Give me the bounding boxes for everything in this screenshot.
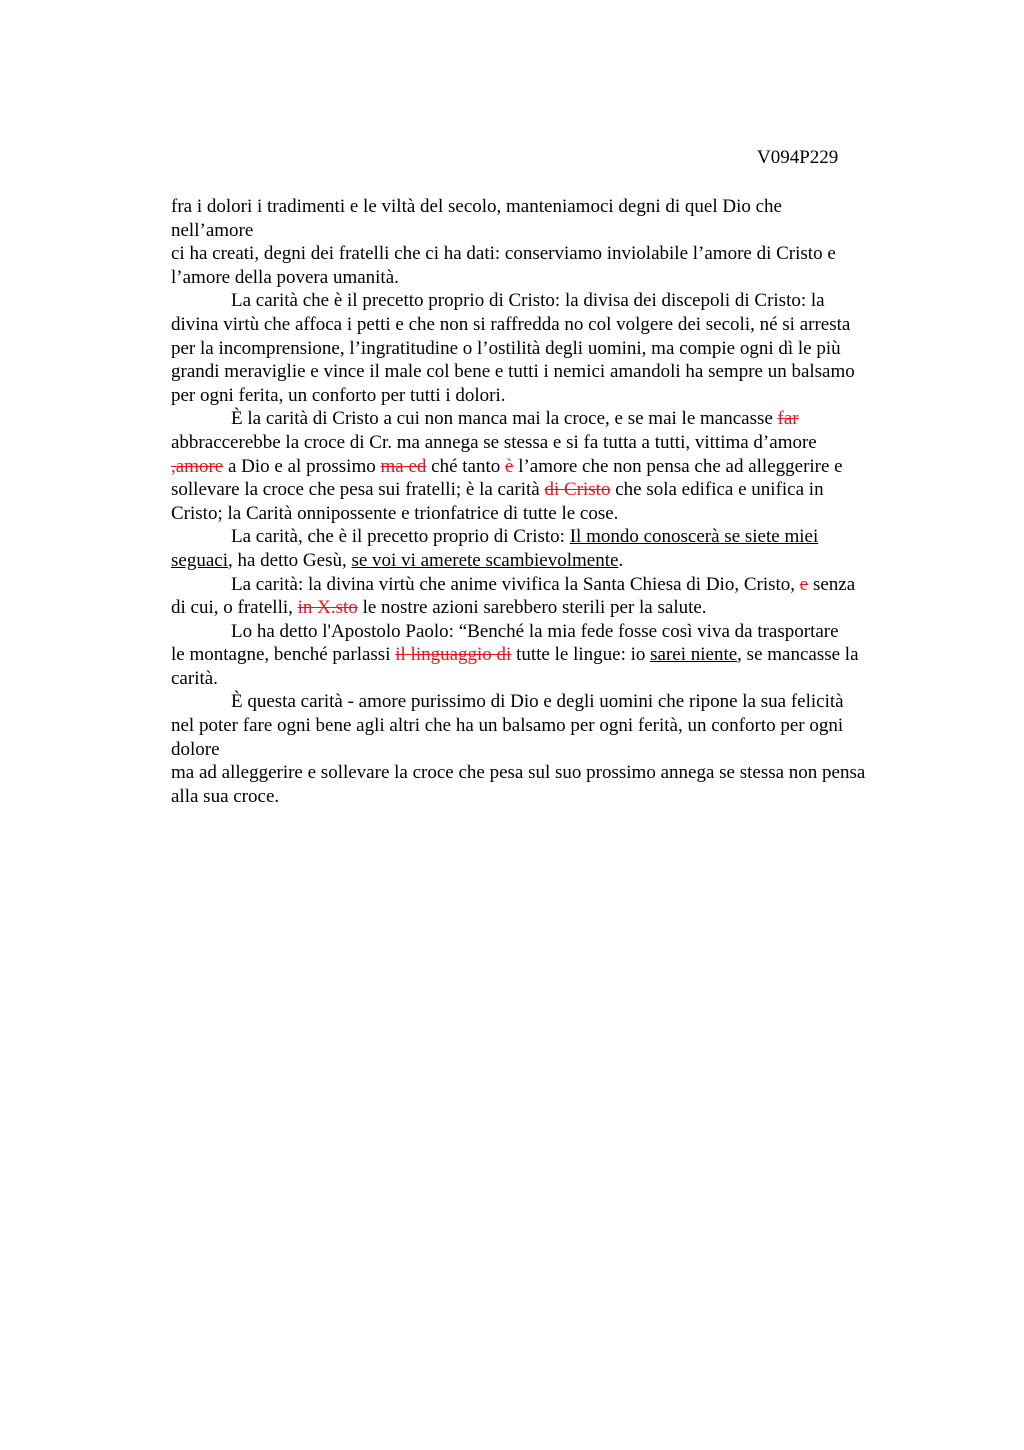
underlined-text: se voi vi amerete scambievolmente — [351, 549, 619, 571]
text-line — [171, 714, 931, 738]
text-span: fra i dolori i tradimenti e le viltà del secolo, manteniamoci degni di quel Dio che — [171, 196, 782, 217]
text-line — [171, 502, 931, 526]
text-span: abbraccerebbe la croce di Cr. ma annega se stessa e si fa tutta a tutti, vittima d’amore — [171, 431, 817, 453]
document-body — [171, 195, 931, 808]
text-line — [171, 620, 931, 644]
text-span: La carità: la divina virtù che anime vivifica la Santa Chiesa di Dio, Cristo, — [231, 573, 800, 595]
text-line — [171, 455, 931, 479]
text-line — [171, 195, 931, 219]
text-line — [171, 643, 931, 667]
deleted-text: ma ed — [380, 455, 427, 477]
deleted-text: e — [799, 573, 809, 595]
text-span: ma ad alleggerire e sollevare la croce che pesa sul suo prossimo annega se stessa non pensa — [171, 762, 866, 784]
text-span: carità. — [171, 667, 218, 689]
text-span: , se mancasse la — [737, 644, 859, 666]
text-line — [171, 478, 931, 502]
text-span: . — [618, 549, 624, 571]
underlined-text: seguaci — [171, 549, 228, 571]
text-span: per ogni ferita, un conforto per tutti i dolori. — [171, 384, 506, 406]
text-span: sollevare la croce che pesa sui fratelli; è la carità — [171, 479, 545, 501]
text-line — [171, 289, 931, 313]
text-span: senza — [808, 573, 856, 595]
deleted-text: in X.sto — [297, 597, 358, 619]
text-span: per la incomprensione, l’ingratitudine o l’ostilità degli uomini, ma compie ogni dì le più — [171, 337, 841, 359]
text-span: , ha detto Gesù, — [227, 549, 352, 571]
text-line — [171, 525, 931, 549]
deleted-text: il linguaggio di — [395, 644, 512, 666]
text-line — [171, 549, 931, 573]
text-line — [171, 219, 931, 243]
text-span: Cristo; la Carità onnipossente e trionfatrice di tutte le cose. — [171, 502, 619, 524]
page-identifier: V094P229 — [757, 147, 839, 168]
text-span: divina virtù che affoca i petti e che non si raffredda no col volgere dei secoli, né si arresta — [171, 313, 851, 335]
text-span: le nostre azioni sarebbero sterili per la salute. — [357, 597, 707, 619]
text-span: tutte le lingue: io — [511, 644, 651, 666]
text-line — [171, 573, 931, 597]
text-line — [171, 313, 931, 337]
text-span: La carità che è il precetto proprio di Cristo: la divisa dei discepoli di Cristo: la — [231, 290, 825, 312]
text-line — [171, 384, 931, 408]
text-line — [171, 738, 931, 762]
text-line — [171, 761, 931, 785]
text-span: di cui, o fratelli, — [171, 597, 298, 619]
text-line — [171, 337, 931, 361]
text-span: ci ha creati, degni dei fratelli che ci ha dati: conserviamo inviolabile l’amore di Cristo e — [171, 243, 836, 265]
text-line — [171, 596, 931, 620]
deleted-text: di Cristo — [544, 479, 611, 501]
text-line — [171, 785, 931, 809]
deleted-text: è — [505, 455, 514, 477]
text-line — [171, 690, 931, 714]
text-line — [171, 242, 931, 266]
text-span: l’amore della povera umanità. — [171, 266, 399, 288]
text-line — [171, 407, 931, 431]
text-span: È la carità di Cristo a cui non manca mai la croce, e se mai le mancasse — [231, 408, 778, 430]
text-span: le montagne, benché parlassi — [171, 644, 396, 666]
text-span: ché tanto — [426, 455, 506, 477]
deleted-text: far — [777, 408, 799, 430]
text-span: che sola edifica e unifica in — [610, 479, 824, 501]
text-span: l’amore che non pensa che ad alleggerire e — [513, 455, 843, 477]
text-span: alla sua croce. — [171, 785, 280, 807]
text-span: Lo ha detto l'Apostolo Paolo: “Benché la mia fede fosse così viva da trasportare — [231, 620, 839, 642]
text-line — [171, 360, 931, 384]
text-line — [171, 667, 931, 691]
text-span: nell’amore — [171, 219, 254, 241]
text-span: dolore — [171, 738, 220, 760]
text-span: a Dio e al prossimo — [223, 455, 381, 477]
text-span: grandi meraviglie e vince il male col bene e tutti i nemici amandoli ha sempre un balsamo — [171, 361, 855, 383]
underlined-text: sarei niente — [650, 644, 738, 666]
text-span: È questa carità - amore purissimo di Dio e degli uomini che ripone la sua felicità — [231, 691, 844, 713]
text-line — [171, 431, 931, 455]
text-line — [171, 266, 931, 290]
text-span: nel poter fare ogni bene agli altri che ha un balsamo per ogni ferità, un conforto per ogni — [171, 715, 844, 737]
deleted-text: ,amore — [171, 455, 224, 477]
underlined-text: Il mondo conoscerà se siete miei — [569, 526, 819, 548]
text-span: La carità, che è il precetto proprio di Cristo: — [231, 526, 570, 548]
